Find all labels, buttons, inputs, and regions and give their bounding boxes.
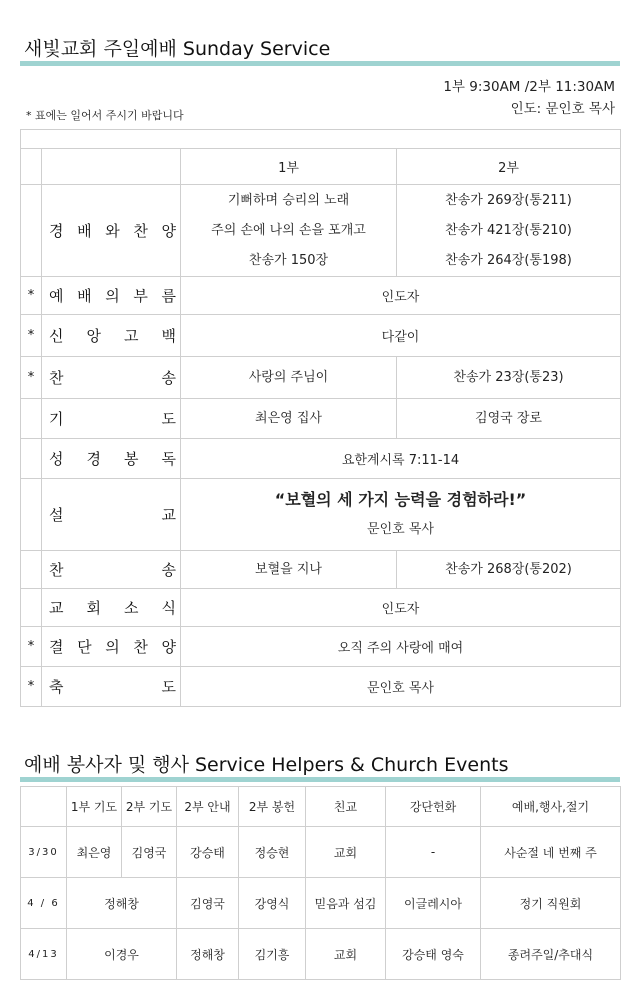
helper-cell: 강승태 영숙: [386, 929, 481, 980]
helper-cell: 최은영: [67, 827, 122, 878]
item-char: 회: [86, 599, 101, 617]
stand-marker: [21, 399, 42, 439]
detail-line: 최은영 집사: [255, 410, 322, 426]
item-char: 송: [161, 369, 176, 387]
detail-line: 보혈을 지나: [255, 561, 322, 577]
item-char: 축: [49, 678, 64, 696]
stand-marker: [21, 185, 42, 277]
item-char: 도: [161, 410, 176, 428]
item-char: 성: [49, 450, 64, 468]
service-row: [21, 667, 621, 707]
helpers-column-header: 2부 봉헌: [239, 787, 306, 827]
helper-cell: 김영국: [122, 827, 177, 878]
item-char: 독: [161, 450, 176, 468]
service-item-label: [49, 220, 176, 241]
helper-cell: 교회: [306, 929, 386, 980]
item-char: 설: [49, 506, 64, 524]
stand-marker: *: [21, 357, 42, 399]
service-item-label: [49, 448, 176, 469]
detail-line: 주의 손에 나의 손을 포개고: [211, 222, 366, 238]
stand-marker: *: [21, 277, 42, 315]
helpers-column-header: 강단헌화: [386, 787, 481, 827]
detail-line: 사랑의 주님이: [248, 369, 329, 385]
service-item: [42, 551, 181, 589]
order-of-service-table: [20, 129, 621, 707]
service-item-label: [49, 285, 176, 306]
item-char: 결: [49, 638, 64, 656]
helper-cell: -: [386, 827, 481, 878]
service-item: [42, 399, 181, 439]
helpers-row: [21, 929, 621, 980]
item-char: 의: [105, 287, 120, 305]
service-row: [21, 589, 621, 627]
item-char: 소: [124, 599, 139, 617]
column-header-2bu: 2부: [397, 149, 621, 185]
helpers-divider: [20, 777, 620, 782]
service-item: [42, 589, 181, 627]
service-item: [42, 627, 181, 667]
helper-cell: 믿음과 섬김: [306, 878, 386, 929]
service-item-label: [49, 367, 176, 388]
item-char: 백: [161, 327, 176, 345]
helpers-column-header: 친교: [306, 787, 386, 827]
detail-line: 찬송가 264장(통198): [445, 252, 572, 268]
helpers-column-header: 1부 기도: [67, 787, 122, 827]
item-char: 의: [105, 638, 120, 656]
service-item-label: [49, 636, 176, 657]
event-date: 4 / 6: [21, 878, 67, 929]
helper-cell: 김영국: [177, 878, 239, 929]
helpers-table: [20, 786, 621, 980]
prayer-helper: 이경우: [67, 929, 177, 980]
stand-marker: *: [21, 315, 42, 357]
item-char: 봉: [124, 450, 139, 468]
stand-marker: *: [21, 627, 42, 667]
table-header-row: [21, 149, 621, 185]
service-row: [21, 551, 621, 589]
item-char: 앙: [86, 327, 101, 345]
item-char: 찬: [133, 638, 148, 656]
service-detail: 다같이: [181, 315, 621, 357]
detail-2bu: [397, 551, 621, 589]
service-row: [21, 479, 621, 551]
service-item: [42, 277, 181, 315]
detail-2bu: [397, 357, 621, 399]
item-char: 송: [161, 561, 176, 579]
stand-marker: *: [21, 667, 42, 707]
service-item-label: [49, 676, 176, 697]
service-times: 1부 9:30AM /2부 11:30AM: [443, 79, 615, 95]
item-char: 경: [86, 450, 101, 468]
detail-1bu: [181, 551, 397, 589]
service-item: [42, 479, 181, 551]
service-detail: 인도자: [181, 277, 621, 315]
service-row: [21, 627, 621, 667]
helpers-column-header: 2부 안내: [177, 787, 239, 827]
service-row: [21, 315, 621, 357]
item-char: 신: [49, 327, 64, 345]
item-char: 양: [161, 222, 176, 240]
item-char: 경: [49, 222, 64, 240]
standing-note: * 표에는 일어서 주시기 바랍니다: [26, 109, 184, 122]
detail-2bu: [397, 399, 621, 439]
detail-line: 찬송가 23장(통23): [453, 369, 564, 385]
helper-cell: 강승태: [177, 827, 239, 878]
title-divider: [20, 61, 620, 66]
event-date: 3/30: [21, 827, 67, 878]
service-item: [42, 185, 181, 277]
helper-cell: 정승현: [239, 827, 306, 878]
helpers-header-row: [21, 787, 621, 827]
service-detail: 오직 주의 사랑에 매여: [181, 627, 621, 667]
table-top-spacer: [21, 130, 621, 149]
detail-line: 기뻐하며 승리의 노래: [227, 192, 350, 208]
helpers-title: 예배 봉사자 및 행사 Service Helpers & Church Events: [24, 754, 509, 776]
item-char: 교: [49, 599, 64, 617]
item-char: 교: [161, 506, 176, 524]
stand-marker: [21, 551, 42, 589]
service-row: [21, 357, 621, 399]
item-char: 부: [133, 287, 148, 305]
item-char: 예: [49, 287, 64, 305]
item-char: 도: [161, 678, 176, 696]
helper-cell: 교회: [306, 827, 386, 878]
sermon-preacher: 문인호 목사: [367, 521, 434, 537]
event-date: 4/13: [21, 929, 67, 980]
item-char: 찬: [133, 222, 148, 240]
service-row: [21, 185, 621, 277]
detail-line: 찬송가 421장(통210): [445, 222, 572, 238]
service-item-label: [49, 325, 176, 346]
helper-cell: 이글레시아: [386, 878, 481, 929]
service-detail: 문인호 목사: [181, 667, 621, 707]
service-detail: 인도자: [181, 589, 621, 627]
column-header-1bu: 1부: [181, 149, 397, 185]
item-char: 찬: [49, 561, 64, 579]
service-item-label: [49, 408, 176, 429]
helper-cell: 사순절 네 번째 주: [481, 827, 621, 878]
helpers-column-header: 2부 기도: [122, 787, 177, 827]
detail-2bu: [397, 185, 621, 277]
service-leader: 인도: 문인호 목사: [510, 101, 615, 117]
service-item-label: [49, 504, 176, 525]
service-row: [21, 439, 621, 479]
service-item-label: [49, 597, 176, 618]
stand-marker: [21, 589, 42, 627]
item-char: 찬: [49, 369, 64, 387]
item-char: 배: [77, 222, 92, 240]
service-item: [42, 667, 181, 707]
stand-marker: [21, 439, 42, 479]
service-row: [21, 277, 621, 315]
service-item: [42, 315, 181, 357]
prayer-helper: 정해창: [67, 878, 177, 929]
item-char: 기: [49, 410, 64, 428]
service-item: [42, 439, 181, 479]
helper-cell: 강영식: [239, 878, 306, 929]
item-char: 름: [161, 287, 176, 305]
item-char: 배: [77, 287, 92, 305]
page-title: 새빛교회 주일예배 Sunday Service: [24, 38, 331, 60]
item-char: 양: [161, 638, 176, 656]
sermon-detail: [181, 479, 621, 551]
helper-cell: 김기흥: [239, 929, 306, 980]
item-char: 고: [124, 327, 139, 345]
detail-line: 찬송가 150장: [248, 252, 329, 268]
service-detail: 요한계시록 7:11-14: [181, 439, 621, 479]
detail-line: 찬송가 268장(통202): [445, 561, 572, 577]
helpers-column-header: 예배,행사,절기: [481, 787, 621, 827]
service-info: [443, 76, 615, 120]
item-char: 와: [105, 222, 120, 240]
service-item: [42, 357, 181, 399]
detail-1bu: [181, 357, 397, 399]
helper-cell: 정기 직원회: [481, 878, 621, 929]
helper-cell: 종려주일/추대식: [481, 929, 621, 980]
sermon-title: “보혈의 세 가지 능력을 경험하라!”: [274, 489, 527, 509]
service-item-label: [49, 559, 176, 580]
service-row: [21, 399, 621, 439]
detail-line: 김영국 장로: [475, 410, 542, 426]
detail-1bu: [181, 185, 397, 277]
detail-1bu: [181, 399, 397, 439]
item-char: 식: [161, 599, 176, 617]
stand-marker: [21, 479, 42, 551]
helpers-row: [21, 878, 621, 929]
helpers-column-header: [21, 787, 67, 827]
helpers-row: [21, 827, 621, 878]
helper-cell: 정해창: [177, 929, 239, 980]
detail-line: 찬송가 269장(통211): [445, 192, 572, 208]
item-char: 단: [77, 638, 92, 656]
